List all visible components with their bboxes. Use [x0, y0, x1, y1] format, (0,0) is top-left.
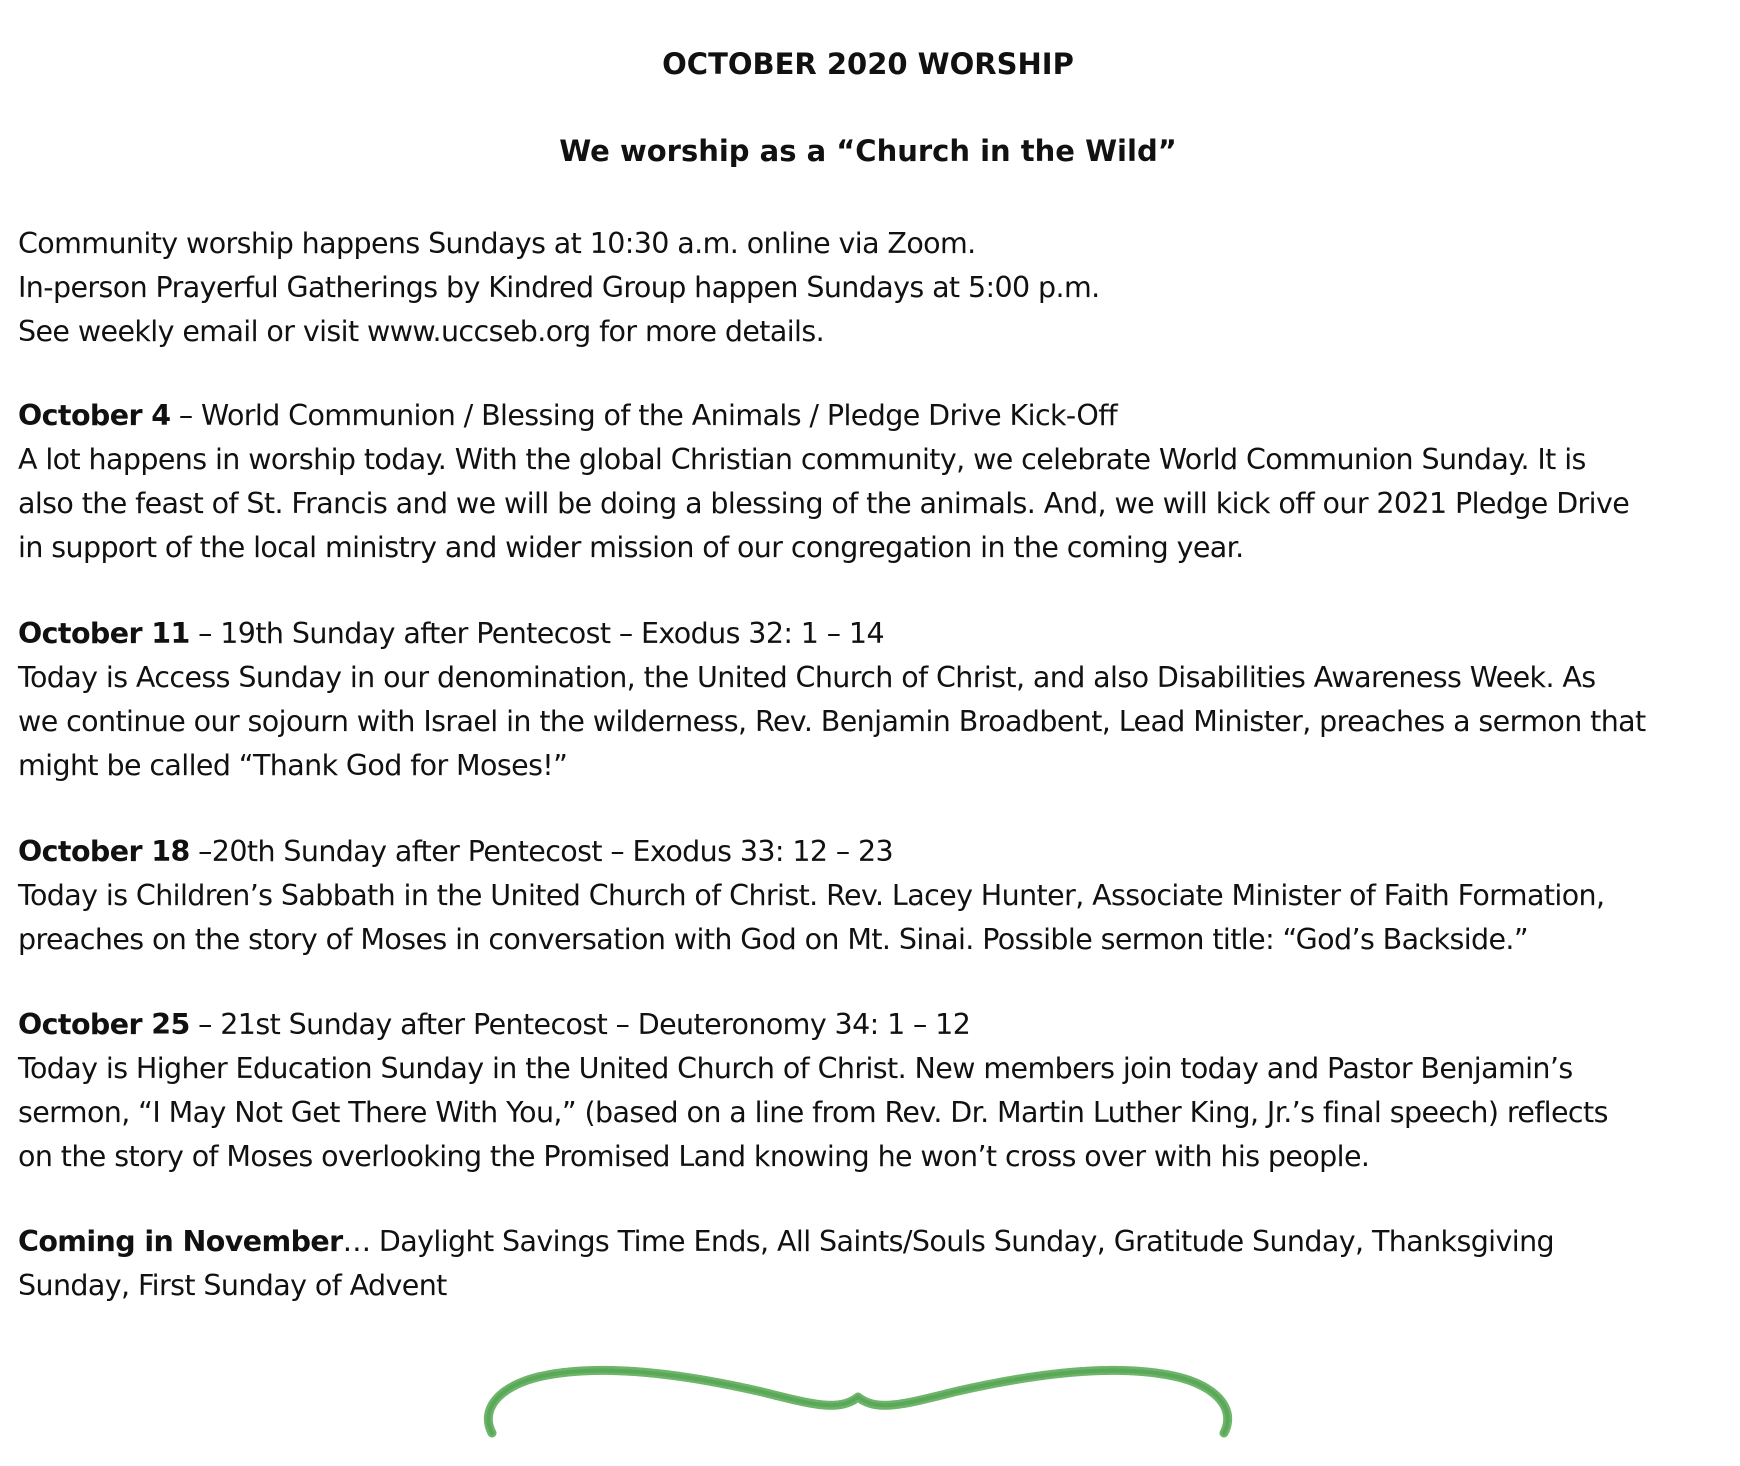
intro-line: Community worship happens Sundays at 10:30 a.m. online via Zoom. — [18, 227, 976, 260]
coming-text: … Daylight Savings Time Ends, All Saints/Souls Sunday, Gratitude Sunday, Thanksgiving — [342, 1225, 1555, 1258]
coming-line — [18, 1220, 1718, 1264]
green-flourish-icon — [478, 1355, 1238, 1445]
event-date: October 18 — [18, 835, 190, 868]
intro-line: In-person Prayerful Gatherings by Kindred Group happen Sundays at 5:00 p.m. — [18, 271, 1100, 304]
event-description-line: sermon, “I May Not Get There With You,” (based on a line from Rev. Dr. Martin Luther King, Jr.’s final speech) reflects — [18, 1096, 1608, 1129]
event-description-line: in support of the local ministry and wider mission of our congregation in the coming year. — [18, 531, 1244, 564]
event-date: October 11 — [18, 617, 190, 650]
event-title: – 19th Sunday after Pentecost – Exodus 32: 1 – 14 — [189, 617, 884, 650]
coming-in-november — [18, 1220, 1718, 1308]
event-heading — [18, 1003, 1718, 1047]
page-title: OCTOBER 2020 WORSHIP — [662, 47, 1074, 81]
event-description-line: on the story of Moses overlooking the Promised Land knowing he won’t cross over with his people. — [18, 1140, 1370, 1173]
event-october-18 — [18, 830, 1718, 962]
event-description-line: Today is Access Sunday in our denomination, the United Church of Christ, and also Disabilities Awareness Week. As — [18, 661, 1596, 694]
event-title: –20th Sunday after Pentecost – Exodus 33: 12 – 23 — [189, 835, 894, 868]
event-october-11 — [18, 612, 1718, 788]
page-subtitle: We worship as a “Church in the Wild” — [559, 134, 1177, 168]
event-october-25 — [18, 1003, 1718, 1179]
intro-line: See weekly email or visit www.uccseb.org for more details. — [18, 315, 825, 348]
intro-block — [18, 222, 1718, 354]
event-heading — [18, 830, 1718, 874]
event-date: October 25 — [18, 1008, 190, 1041]
event-date: October 4 — [18, 399, 171, 432]
event-october-4 — [18, 394, 1718, 570]
event-description-line: A lot happens in worship today. With the global Christian community, we celebrate World Communion Sunday. It is — [18, 443, 1586, 476]
event-description-line: we continue our sojourn with Israel in the wilderness, Rev. Benjamin Broadbent, Lead Minister, preaches a sermon that — [18, 705, 1646, 738]
event-description-line: Today is Children’s Sabbath in the United Church of Christ. Rev. Lacey Hunter, Associate Minister of Faith Formation, — [18, 879, 1605, 912]
event-title: – World Communion / Blessing of the Animals / Pledge Drive Kick-Off — [170, 399, 1118, 432]
event-heading — [18, 394, 1718, 438]
event-description-line: Today is Higher Education Sunday in the United Church of Christ. New members join today and Pastor Benjamin’s — [18, 1052, 1573, 1085]
coming-line: Sunday, First Sunday of Advent — [18, 1269, 447, 1302]
event-description-line: might be called “Thank God for Moses!” — [18, 749, 568, 782]
coming-label: Coming in November — [18, 1225, 343, 1258]
event-heading — [18, 612, 1718, 656]
flourish-stroke — [488, 1370, 1227, 1433]
event-description-line: also the feast of St. Francis and we will be doing a blessing of the animals. And, we will kick off our 2021 Pledge Drive — [18, 487, 1630, 520]
event-title: – 21st Sunday after Pentecost – Deuteronomy 34: 1 – 12 — [189, 1008, 971, 1041]
event-description-line: preaches on the story of Moses in conversation with God on Mt. Sinai. Possible sermon title: “God’s Backside.” — [18, 923, 1529, 956]
